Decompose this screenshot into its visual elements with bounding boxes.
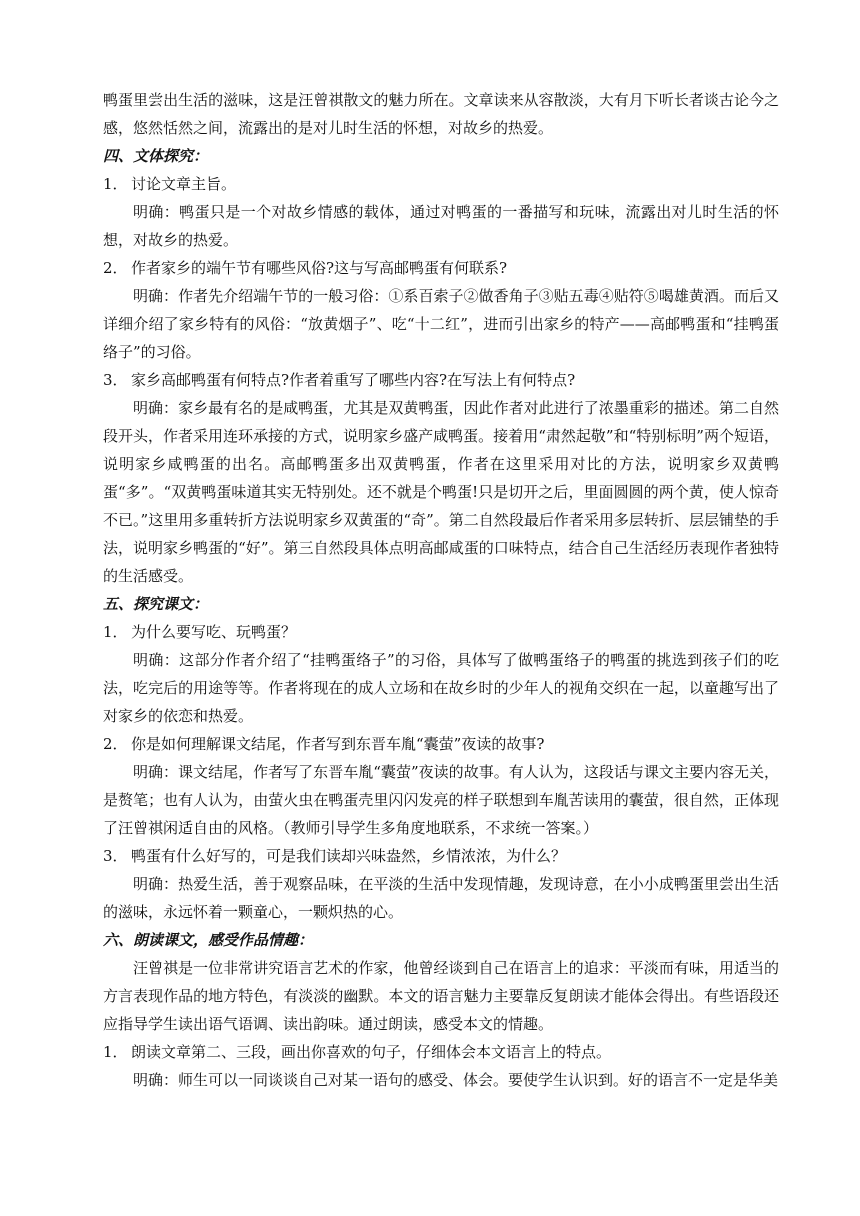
- section-5-answer-2: 明确：课文结尾，作者写了东晋车胤“囊萤”夜读的故事。有人认为，这段话与课文主要内容无关，是赘笔；也有人认为，由萤火虫在鸭蛋壳里闪闪发亮的样子联想到车胤苦读用的囊萤，很自然，正体现了汪曾祺闲适自由的风格。（教师引导学生多角度地联系，不求统一答案。）: [103, 763, 779, 837]
- question-number: 1．: [103, 1043, 128, 1061]
- section-4-answer-1: 明确：鸭蛋只是一个对故乡情感的载体，通过对鸭蛋的一番描写和玩味，流露出对儿时生活的怀想，对故乡的热爱。: [103, 203, 779, 249]
- section-6-question-1: [103, 1038, 779, 1066]
- intro-line-2: 感，悠然恬然之间，流露出的是对儿时生活的怀想，对故乡的热爱。: [103, 119, 554, 137]
- intro-paragraph: [103, 86, 779, 142]
- section-5-answer-1: 明确：这部分作者介绍了“挂鸭蛋络子”的习俗，具体写了做鸭蛋络子的鸭蛋的挑选到孩子们的吃法，吃完后的用途等等。作者将现在的成人立场和在故乡时的少年人的视角交织在一起，以童趣写出了对家乡的依恋和热爱。: [103, 651, 779, 725]
- intro-line-1: 鸭蛋里尝出生活的滋味，这是汪曾祺散文的魅力所在。文章读来从容散淡，大有月下听长者谈古论今之: [103, 91, 779, 109]
- question-text: 你是如何理解课文结尾，作者写到东晋车胤“囊萤”夜读的故事?: [131, 735, 545, 753]
- section-6-heading: 六、朗读课文，感受作品情趣：: [103, 931, 314, 949]
- question-text: 讨论文章主旨。: [131, 175, 237, 193]
- section-4-question-1: [103, 170, 779, 198]
- question-text: 朗读文章第二、三段，画出你喜欢的句子，仔细体会本文语言上的特点。: [131, 1043, 612, 1061]
- question-text: 家乡高邮鸭蛋有何特点?作者着重写了哪些内容?在写法上有何特点?: [131, 371, 576, 389]
- section-6-answer-1: 明确：师生可以一同谈谈自己对某一语句的感受、体会。要使学生认识到。好的语言不一定是华美: [133, 1071, 779, 1089]
- section-4-answer-3: 明确：家乡最有名的是咸鸭蛋，尤其是双黄鸭蛋，因此作者对此进行了浓墨重彩的描述。第二自然段开头，作者采用连环承接的方式，说明家乡盛产咸鸭蛋。接着用“肃然起敬”和“特别标明”两个短语，说明家乡咸鸭蛋的出名。高邮鸭蛋多出双黄鸭蛋，作者在这里采用对比的方法，说明家乡双黄鸭蛋“多”。“双黄鸭蛋味道其实无特别处。还不就是个鸭蛋!只是切开之后，里面圆圆的两个黄，使人惊奇不已。”这里用多重转折方法说明家乡双黄蛋的“奇”。第二自然段最后作者采用多层转折、层层铺垫的手法，说明家乡鸭蛋的“好”。第三自然段具体点明高邮咸蛋的口味特点，结合自己生活经历表现作者独特的生活感受。: [103, 399, 779, 585]
- section-5-heading: 五、探究课文：: [103, 595, 209, 613]
- document-page: [103, 86, 779, 1094]
- section-5-question-3: [103, 842, 779, 870]
- question-number: 3．: [103, 371, 128, 389]
- question-number: 2．: [103, 735, 128, 753]
- question-text: 作者家乡的端午节有哪些风俗?这与写高邮鸭蛋有何联系?: [131, 259, 508, 277]
- question-number: 1．: [103, 175, 128, 193]
- section-5-answer-3: 明确：热爱生活，善于观察品味，在平淡的生活中发现情趣，发现诗意，在小小成鸭蛋里尝出生活的滋味，永远怀着一颗童心，一颗炽热的心。: [103, 875, 779, 921]
- section-5-question-1: [103, 618, 779, 646]
- question-number: 3．: [103, 847, 128, 865]
- section-4-question-3: [103, 366, 779, 394]
- question-number: 2．: [103, 259, 128, 277]
- question-text: 鸭蛋有什么好写的，可是我们读却兴味盎然，乡情浓浓，为什么？: [131, 847, 567, 865]
- question-text: 为什么要写吃、玩鸭蛋？: [131, 623, 297, 641]
- section-5-question-2: [103, 730, 779, 758]
- section-6-paragraph: 汪曾祺是一位非常讲究语言艺术的作家，他曾经谈到自己在语言上的追求：平淡而有味，用适当的方言表现作品的地方特色，有淡淡的幽默。本文的语言魅力主要靠反复朗读才能体会得出。有些语段还应指导学生读出语气语调、读出韵味。通过朗读，感受本文的情趣。: [103, 959, 779, 1033]
- question-number: 1．: [103, 623, 128, 641]
- section-4-question-2: [103, 254, 779, 282]
- section-4-answer-2: 明确：作者先介绍端午节的一般习俗：①系百索子②做香角子③贴五毒④贴符⑤喝雄黄酒。而后又详细介绍了家乡特有的风俗：“放黄烟子”、吃“十二红”，进而引出家乡的特产——高邮鸭蛋和“挂鸭蛋络子”的习俗。: [103, 287, 779, 361]
- section-4-heading: 四、文体探究：: [103, 147, 209, 165]
